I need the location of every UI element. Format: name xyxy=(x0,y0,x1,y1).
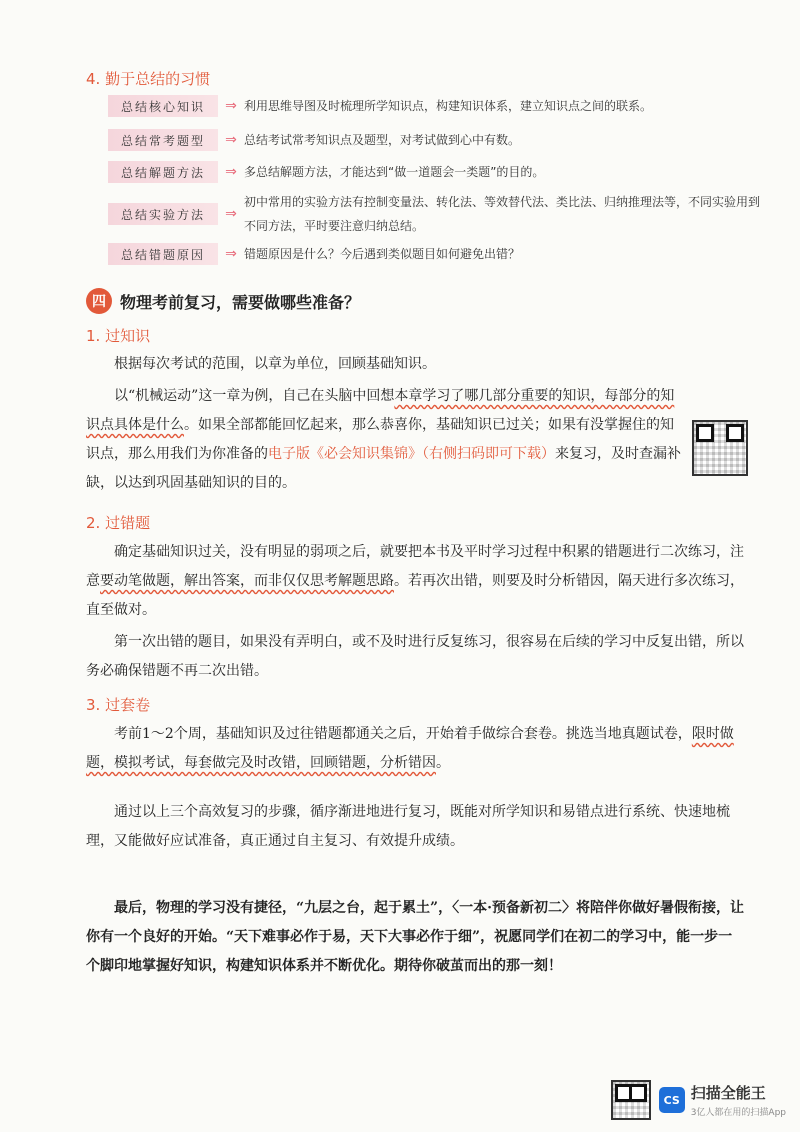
conclusion-paragraph: 通过以上三个高效复习的步骤，循序渐进地进行复习，既能对所学知识和易错点进行系统、快速地梳理，又能做好应试准备，真正通过自主复习、有效提升成绩。 xyxy=(86,804,730,849)
arrow-icon: ⇒ xyxy=(225,164,237,180)
summary-row-question-types xyxy=(108,128,768,152)
qr-code-icon[interactable] xyxy=(692,420,748,476)
part-title xyxy=(86,288,360,314)
section-heading-summary: 4. 勤于总结的习惯 xyxy=(86,70,211,88)
summary-tag: 总结解题方法 xyxy=(108,161,218,183)
arrow-icon: ⇒ xyxy=(225,132,237,148)
summary-row-core xyxy=(108,94,768,118)
summary-desc: 初中常用的实验方法有控制变量法、转化法、等效替代法、类比法、归纳推理法等，不同实验用到不同方法，平时要注意归纳总结。 xyxy=(244,195,761,233)
wavy-highlight: 限时做题，模拟考试，每套做完及时改错，回顾错题，分析错因 xyxy=(86,726,734,771)
watermark-qr-icon xyxy=(611,1080,651,1120)
paragraph: 以“机械运动”这一章为例，自己在头脑中回想本章学习了哪几部分重要的知识，每部分的知识点具体是什么。如果全部都能回忆起来，那么恭喜你，基础知识已过关；如果有没掌握住的知识点，那么用我们为你准备的电子版《必会知识集锦》（右侧扫码即可下载）来复习，及时查漏补缺，以达到巩固基础知识的目的。 xyxy=(86,388,681,491)
summary-row-methods xyxy=(108,160,768,184)
summary-row-errors xyxy=(108,242,768,266)
download-link-text: 电子版《必会知识集锦》（右侧扫码即可下载） xyxy=(268,446,555,462)
section-heading-knowledge: 1. 过知识 xyxy=(86,327,151,345)
scanner-brand-name: 扫描全能王 xyxy=(690,1084,766,1102)
summary-desc: 错题原因是什么？今后遇到类似题目如何避免出错？ xyxy=(244,247,521,261)
closing-paragraph: 最后，物理的学习没有捷径，“九层之台，起于累土”，〈一本·预备新初二〉将陪伴你做好暑假衔接，让你有一个良好的开始。“天下难事必作于易，天下大事必作于细”，祝愿同学们在初二的学习中，能一步一个脚印地掌握好知识，构建知识体系并不断优化。期待你破茧而出的那一刻！ xyxy=(86,900,744,974)
section-heading-mistakes: 2. 过错题 xyxy=(86,514,151,532)
part-title-text: 物理考前复习，需要做哪些准备？ xyxy=(120,292,361,312)
summary-row-experiments xyxy=(108,190,768,238)
wavy-highlight: 本章学习了哪几部分重要的知识，每部分的知识点具体是什么 xyxy=(86,388,675,433)
paragraph: 考前1～2个周，基础知识及过往错题都通关之后，开始着手做综合套卷。挑选当地真题试卷，限时做题，模拟考试，每套做完及时改错，回顾错题，分析错因。 xyxy=(86,726,734,771)
paragraph: 第一次出错的题目，如果没有弄明白，或不及时进行反复练习，很容易在后续的学习中反复出错，所以务必确保错题不再二次出错。 xyxy=(86,634,744,679)
part-number-badge: 四 xyxy=(86,288,112,314)
summary-tag: 总结实验方法 xyxy=(108,203,218,225)
section-heading-papers: 3. 过套卷 xyxy=(86,696,151,714)
summary-desc: 总结考试常考知识点及题型，对考试做到心中有数。 xyxy=(244,133,521,147)
summary-desc: 多总结解题方法，才能达到“做一道题会一类题”的目的。 xyxy=(244,165,545,179)
scanner-slogan: 3亿人都在用的扫描App xyxy=(690,1108,786,1118)
wavy-highlight: 要动笔做题，解出答案，而非仅仅思考解题思路 xyxy=(100,573,394,589)
paragraph: 根据每次考试的范围，以章为单位，回顾基础知识。 xyxy=(114,356,436,372)
arrow-icon: ⇒ xyxy=(225,98,237,114)
summary-tag: 总结错题原因 xyxy=(108,243,218,265)
arrow-icon: ⇒ xyxy=(225,206,237,222)
scanner-logo-icon: CS xyxy=(659,1087,685,1113)
arrow-icon: ⇒ xyxy=(225,246,237,262)
summary-tag: 总结核心知识 xyxy=(108,95,218,117)
paragraph: 确定基础知识过关，没有明显的弱项之后，就要把本书及平时学习过程中积累的错题进行二次练习，注意要动笔做题，解出答案，而非仅仅思考解题思路。若再次出错，则要及时分析错因，隔天进行多次练习，直至做对。 xyxy=(86,544,744,618)
scanner-watermark xyxy=(611,1080,786,1120)
summary-tag: 总结常考题型 xyxy=(108,129,218,151)
summary-desc: 利用思维导图及时梳理所学知识点，构建知识体系，建立知识点之间的联系。 xyxy=(244,99,653,113)
